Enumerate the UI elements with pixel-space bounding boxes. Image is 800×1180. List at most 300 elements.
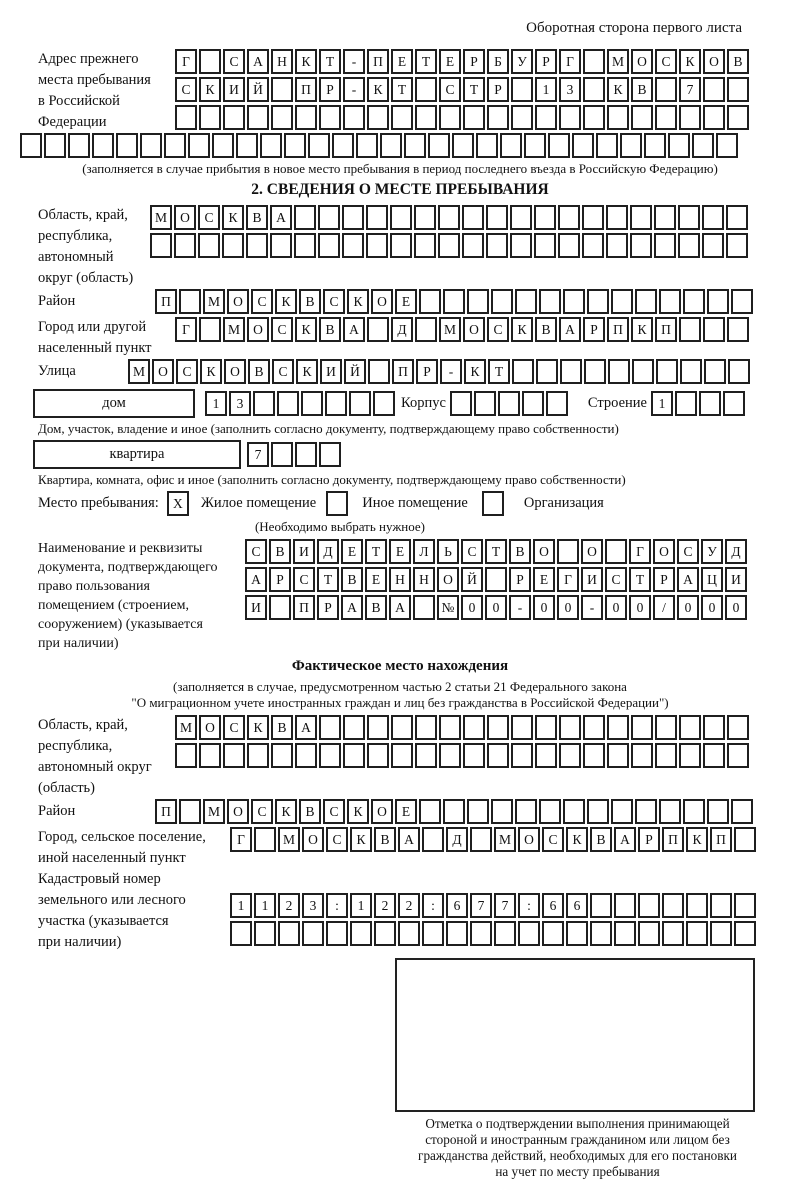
- char-cell[interactable]: О: [437, 567, 459, 592]
- char-cell[interactable]: К: [686, 827, 708, 852]
- char-cell[interactable]: Т: [317, 567, 339, 592]
- char-cell[interactable]: О: [227, 289, 249, 314]
- char-cell[interactable]: [198, 233, 220, 258]
- char-cell[interactable]: [557, 539, 579, 564]
- char-cell[interactable]: Т: [485, 539, 507, 564]
- char-cell[interactable]: [20, 133, 42, 158]
- char-cell[interactable]: М: [175, 715, 197, 740]
- char-cell[interactable]: И: [320, 359, 342, 384]
- char-cell[interactable]: [295, 442, 317, 467]
- char-cell[interactable]: Т: [629, 567, 651, 592]
- char-cell[interactable]: 7: [494, 893, 516, 918]
- char-cell[interactable]: Й: [461, 567, 483, 592]
- char-cell[interactable]: [710, 921, 732, 946]
- char-cell[interactable]: К: [295, 49, 317, 74]
- char-cell[interactable]: [319, 105, 341, 130]
- char-cell[interactable]: Г: [557, 567, 579, 592]
- char-cell[interactable]: [415, 715, 437, 740]
- char-cell[interactable]: [614, 921, 636, 946]
- char-cell[interactable]: [686, 921, 708, 946]
- char-cell[interactable]: В: [509, 539, 531, 564]
- char-cell[interactable]: [582, 205, 604, 230]
- char-cell[interactable]: А: [247, 49, 269, 74]
- char-cell[interactable]: Г: [175, 317, 197, 342]
- char-cell[interactable]: [467, 799, 489, 824]
- char-cell[interactable]: М: [223, 317, 245, 342]
- char-cell[interactable]: В: [590, 827, 612, 852]
- char-cell[interactable]: [428, 133, 450, 158]
- char-cell[interactable]: 2: [398, 893, 420, 918]
- char-cell[interactable]: [539, 289, 561, 314]
- char-cell[interactable]: :: [326, 893, 348, 918]
- char-cell[interactable]: [367, 317, 389, 342]
- char-cell[interactable]: 3: [559, 77, 581, 102]
- char-cell[interactable]: [467, 289, 489, 314]
- char-cell[interactable]: [659, 289, 681, 314]
- char-cell[interactable]: Д: [446, 827, 468, 852]
- char-cell[interactable]: С: [323, 289, 345, 314]
- char-cell[interactable]: [301, 391, 323, 416]
- char-cell[interactable]: [692, 133, 714, 158]
- char-cell[interactable]: [707, 799, 729, 824]
- char-cell[interactable]: Н: [413, 567, 435, 592]
- char-cell[interactable]: [607, 715, 629, 740]
- char-cell[interactable]: 7: [247, 442, 269, 467]
- char-cell[interactable]: [476, 133, 498, 158]
- char-cell[interactable]: 6: [446, 893, 468, 918]
- char-cell[interactable]: [253, 391, 275, 416]
- char-cell[interactable]: :: [518, 893, 540, 918]
- char-cell[interactable]: [678, 205, 700, 230]
- char-cell[interactable]: [500, 133, 522, 158]
- char-cell[interactable]: [656, 359, 678, 384]
- char-cell[interactable]: К: [275, 799, 297, 824]
- char-cell[interactable]: [683, 289, 705, 314]
- char-cell[interactable]: 7: [679, 77, 701, 102]
- char-cell[interactable]: В: [299, 289, 321, 314]
- char-cell[interactable]: 1: [230, 893, 252, 918]
- char-cell[interactable]: [398, 921, 420, 946]
- char-cell[interactable]: [391, 743, 413, 768]
- char-cell[interactable]: С: [251, 289, 273, 314]
- char-cell[interactable]: [566, 921, 588, 946]
- char-cell[interactable]: В: [535, 317, 557, 342]
- char-cell[interactable]: [439, 105, 461, 130]
- char-cell[interactable]: [413, 595, 435, 620]
- char-cell[interactable]: Ь: [437, 539, 459, 564]
- char-cell[interactable]: [726, 233, 748, 258]
- char-cell[interactable]: [318, 233, 340, 258]
- char-cell[interactable]: Т: [319, 49, 341, 74]
- char-cell[interactable]: [535, 743, 557, 768]
- char-cell[interactable]: [277, 391, 299, 416]
- char-cell[interactable]: [415, 317, 437, 342]
- char-cell[interactable]: [734, 827, 756, 852]
- char-cell[interactable]: [727, 105, 749, 130]
- char-cell[interactable]: [212, 133, 234, 158]
- char-cell[interactable]: С: [677, 539, 699, 564]
- char-cell[interactable]: -: [509, 595, 531, 620]
- char-cell[interactable]: К: [631, 317, 653, 342]
- char-cell[interactable]: [222, 233, 244, 258]
- char-cell[interactable]: [230, 921, 252, 946]
- char-cell[interactable]: [607, 105, 629, 130]
- char-cell[interactable]: К: [367, 77, 389, 102]
- char-cell[interactable]: /: [653, 595, 675, 620]
- char-cell[interactable]: Д: [725, 539, 747, 564]
- char-cell[interactable]: В: [271, 715, 293, 740]
- char-cell[interactable]: [638, 893, 660, 918]
- char-cell[interactable]: [349, 391, 371, 416]
- char-cell[interactable]: [683, 799, 705, 824]
- char-cell[interactable]: [271, 105, 293, 130]
- char-cell[interactable]: [511, 715, 533, 740]
- char-cell[interactable]: Т: [463, 77, 485, 102]
- char-cell[interactable]: 7: [470, 893, 492, 918]
- char-cell[interactable]: М: [278, 827, 300, 852]
- char-cell[interactable]: 2: [374, 893, 396, 918]
- char-cell[interactable]: С: [245, 539, 267, 564]
- char-cell[interactable]: [116, 133, 138, 158]
- char-cell[interactable]: О: [463, 317, 485, 342]
- char-cell[interactable]: [583, 743, 605, 768]
- char-cell[interactable]: [583, 715, 605, 740]
- char-cell[interactable]: [679, 317, 701, 342]
- char-cell[interactable]: С: [198, 205, 220, 230]
- char-cell[interactable]: 3: [229, 391, 251, 416]
- char-cell[interactable]: К: [350, 827, 372, 852]
- char-cell[interactable]: 2: [278, 893, 300, 918]
- char-cell[interactable]: [319, 442, 341, 467]
- char-cell[interactable]: [487, 743, 509, 768]
- char-cell[interactable]: [419, 799, 441, 824]
- char-cell[interactable]: [702, 233, 724, 258]
- char-cell[interactable]: [174, 233, 196, 258]
- char-cell[interactable]: [415, 743, 437, 768]
- char-cell[interactable]: [590, 921, 612, 946]
- char-cell[interactable]: Е: [365, 567, 387, 592]
- char-cell[interactable]: К: [679, 49, 701, 74]
- char-cell[interactable]: [199, 743, 221, 768]
- char-cell[interactable]: [534, 233, 556, 258]
- char-cell[interactable]: [439, 715, 461, 740]
- char-cell[interactable]: [546, 391, 568, 416]
- char-cell[interactable]: [295, 105, 317, 130]
- char-cell[interactable]: С: [487, 317, 509, 342]
- char-cell[interactable]: 0: [605, 595, 627, 620]
- char-cell[interactable]: [302, 921, 324, 946]
- char-cell[interactable]: [635, 799, 657, 824]
- char-cell[interactable]: [679, 743, 701, 768]
- char-cell[interactable]: [319, 743, 341, 768]
- char-cell[interactable]: [542, 921, 564, 946]
- char-cell[interactable]: Т: [391, 77, 413, 102]
- char-cell[interactable]: [606, 205, 628, 230]
- char-cell[interactable]: [559, 743, 581, 768]
- char-cell[interactable]: [92, 133, 114, 158]
- char-cell[interactable]: [404, 133, 426, 158]
- char-cell[interactable]: О: [302, 827, 324, 852]
- char-cell[interactable]: -: [343, 49, 365, 74]
- char-cell[interactable]: [175, 105, 197, 130]
- char-cell[interactable]: В: [248, 359, 270, 384]
- char-cell[interactable]: 0: [461, 595, 483, 620]
- char-cell[interactable]: О: [533, 539, 555, 564]
- char-cell[interactable]: О: [247, 317, 269, 342]
- char-cell[interactable]: [596, 133, 618, 158]
- char-cell[interactable]: А: [614, 827, 636, 852]
- char-cell[interactable]: С: [323, 799, 345, 824]
- char-cell[interactable]: [482, 491, 504, 516]
- char-cell[interactable]: [727, 743, 749, 768]
- char-cell[interactable]: [68, 133, 90, 158]
- char-cell[interactable]: X: [167, 491, 189, 516]
- char-cell[interactable]: С: [175, 77, 197, 102]
- char-cell[interactable]: 1: [535, 77, 557, 102]
- char-cell[interactable]: [223, 105, 245, 130]
- char-cell[interactable]: [731, 799, 753, 824]
- char-cell[interactable]: [422, 921, 444, 946]
- char-cell[interactable]: [443, 289, 465, 314]
- char-cell[interactable]: [487, 105, 509, 130]
- char-cell[interactable]: [723, 391, 745, 416]
- char-cell[interactable]: [491, 289, 513, 314]
- char-cell[interactable]: [415, 105, 437, 130]
- char-cell[interactable]: О: [174, 205, 196, 230]
- char-cell[interactable]: [318, 205, 340, 230]
- char-cell[interactable]: [269, 595, 291, 620]
- char-cell[interactable]: [342, 205, 364, 230]
- char-cell[interactable]: К: [200, 359, 222, 384]
- char-cell[interactable]: [485, 567, 507, 592]
- char-cell[interactable]: С: [461, 539, 483, 564]
- char-cell[interactable]: А: [341, 595, 363, 620]
- char-cell[interactable]: Е: [533, 567, 555, 592]
- char-cell[interactable]: Е: [395, 289, 417, 314]
- char-cell[interactable]: [486, 233, 508, 258]
- char-cell[interactable]: [559, 715, 581, 740]
- char-cell[interactable]: И: [223, 77, 245, 102]
- char-cell[interactable]: В: [246, 205, 268, 230]
- char-cell[interactable]: [734, 893, 756, 918]
- char-cell[interactable]: В: [374, 827, 396, 852]
- char-cell[interactable]: П: [655, 317, 677, 342]
- char-cell[interactable]: К: [566, 827, 588, 852]
- char-cell[interactable]: Р: [317, 595, 339, 620]
- char-cell[interactable]: [582, 233, 604, 258]
- char-cell[interactable]: [731, 289, 753, 314]
- char-cell[interactable]: Ц: [701, 567, 723, 592]
- char-cell[interactable]: [644, 133, 666, 158]
- char-cell[interactable]: [662, 921, 684, 946]
- char-cell[interactable]: Р: [269, 567, 291, 592]
- char-cell[interactable]: Р: [535, 49, 557, 74]
- char-cell[interactable]: [654, 233, 676, 258]
- char-cell[interactable]: [270, 233, 292, 258]
- char-cell[interactable]: [419, 289, 441, 314]
- char-cell[interactable]: [463, 715, 485, 740]
- char-cell[interactable]: [703, 105, 725, 130]
- char-cell[interactable]: [319, 715, 341, 740]
- char-cell[interactable]: В: [269, 539, 291, 564]
- char-cell[interactable]: С: [251, 799, 273, 824]
- char-cell[interactable]: [438, 233, 460, 258]
- char-cell[interactable]: [558, 233, 580, 258]
- char-cell[interactable]: 1: [205, 391, 227, 416]
- char-cell[interactable]: [367, 105, 389, 130]
- char-cell[interactable]: [539, 799, 561, 824]
- char-cell[interactable]: Р: [653, 567, 675, 592]
- char-cell[interactable]: [366, 205, 388, 230]
- char-cell[interactable]: [703, 317, 725, 342]
- char-cell[interactable]: У: [511, 49, 533, 74]
- char-cell[interactable]: [487, 715, 509, 740]
- char-cell[interactable]: [470, 827, 492, 852]
- char-cell[interactable]: С: [223, 49, 245, 74]
- char-cell[interactable]: [246, 233, 268, 258]
- char-cell[interactable]: И: [293, 539, 315, 564]
- char-cell[interactable]: К: [222, 205, 244, 230]
- char-cell[interactable]: [727, 715, 749, 740]
- char-cell[interactable]: [734, 921, 756, 946]
- char-cell[interactable]: 0: [677, 595, 699, 620]
- char-cell[interactable]: [558, 205, 580, 230]
- char-cell[interactable]: [391, 715, 413, 740]
- char-cell[interactable]: М: [203, 289, 225, 314]
- char-cell[interactable]: [518, 921, 540, 946]
- char-cell[interactable]: П: [295, 77, 317, 102]
- char-cell[interactable]: А: [295, 715, 317, 740]
- char-cell[interactable]: [179, 289, 201, 314]
- char-cell[interactable]: [563, 289, 585, 314]
- char-cell[interactable]: [707, 289, 729, 314]
- char-cell[interactable]: [463, 105, 485, 130]
- char-cell[interactable]: А: [398, 827, 420, 852]
- char-cell[interactable]: Р: [463, 49, 485, 74]
- char-cell[interactable]: 0: [557, 595, 579, 620]
- char-cell[interactable]: [470, 921, 492, 946]
- char-cell[interactable]: [563, 799, 585, 824]
- char-cell[interactable]: С: [326, 827, 348, 852]
- char-cell[interactable]: И: [581, 567, 603, 592]
- char-cell[interactable]: М: [439, 317, 461, 342]
- char-cell[interactable]: [686, 893, 708, 918]
- char-cell[interactable]: [511, 77, 533, 102]
- char-cell[interactable]: [679, 105, 701, 130]
- char-cell[interactable]: [390, 205, 412, 230]
- char-cell[interactable]: В: [365, 595, 387, 620]
- char-cell[interactable]: С: [293, 567, 315, 592]
- char-cell[interactable]: [450, 391, 472, 416]
- char-cell[interactable]: [680, 359, 702, 384]
- char-cell[interactable]: [491, 799, 513, 824]
- char-cell[interactable]: [659, 799, 681, 824]
- char-cell[interactable]: [380, 133, 402, 158]
- char-cell[interactable]: [367, 715, 389, 740]
- char-cell[interactable]: П: [662, 827, 684, 852]
- char-cell[interactable]: [294, 233, 316, 258]
- char-cell[interactable]: [716, 133, 738, 158]
- char-cell[interactable]: [294, 205, 316, 230]
- char-cell[interactable]: Е: [439, 49, 461, 74]
- char-cell[interactable]: [631, 105, 653, 130]
- char-cell[interactable]: 0: [629, 595, 651, 620]
- char-cell[interactable]: И: [245, 595, 267, 620]
- char-cell[interactable]: [332, 133, 354, 158]
- char-cell[interactable]: -: [343, 77, 365, 102]
- char-cell[interactable]: [443, 799, 465, 824]
- char-cell[interactable]: [635, 289, 657, 314]
- char-cell[interactable]: [524, 133, 546, 158]
- char-cell[interactable]: [655, 743, 677, 768]
- char-cell[interactable]: Д: [391, 317, 413, 342]
- char-cell[interactable]: П: [155, 799, 177, 824]
- char-cell[interactable]: [536, 359, 558, 384]
- char-cell[interactable]: Р: [638, 827, 660, 852]
- char-cell[interactable]: [560, 359, 582, 384]
- char-cell[interactable]: 1: [651, 391, 673, 416]
- char-cell[interactable]: К: [511, 317, 533, 342]
- char-cell[interactable]: А: [677, 567, 699, 592]
- char-cell[interactable]: [620, 133, 642, 158]
- char-cell[interactable]: К: [275, 289, 297, 314]
- char-cell[interactable]: [727, 317, 749, 342]
- char-cell[interactable]: [710, 893, 732, 918]
- char-cell[interactable]: 1: [254, 893, 276, 918]
- char-cell[interactable]: [439, 743, 461, 768]
- char-cell[interactable]: Л: [413, 539, 435, 564]
- char-cell[interactable]: О: [224, 359, 246, 384]
- char-cell[interactable]: О: [199, 715, 221, 740]
- char-cell[interactable]: А: [270, 205, 292, 230]
- char-cell[interactable]: Й: [344, 359, 366, 384]
- char-cell[interactable]: [462, 205, 484, 230]
- char-cell[interactable]: [254, 827, 276, 852]
- char-cell[interactable]: С: [223, 715, 245, 740]
- char-cell[interactable]: С: [542, 827, 564, 852]
- char-cell[interactable]: [630, 205, 652, 230]
- char-cell[interactable]: С: [176, 359, 198, 384]
- char-cell[interactable]: Е: [395, 799, 417, 824]
- char-cell[interactable]: [356, 133, 378, 158]
- char-cell[interactable]: 0: [485, 595, 507, 620]
- char-cell[interactable]: М: [128, 359, 150, 384]
- char-cell[interactable]: [584, 359, 606, 384]
- char-cell[interactable]: [44, 133, 66, 158]
- char-cell[interactable]: Г: [230, 827, 252, 852]
- char-cell[interactable]: [390, 233, 412, 258]
- char-cell[interactable]: [511, 743, 533, 768]
- char-cell[interactable]: В: [299, 799, 321, 824]
- char-cell[interactable]: [391, 105, 413, 130]
- char-cell[interactable]: [510, 233, 532, 258]
- char-cell[interactable]: В: [727, 49, 749, 74]
- char-cell[interactable]: П: [155, 289, 177, 314]
- char-cell[interactable]: П: [607, 317, 629, 342]
- char-cell[interactable]: [254, 921, 276, 946]
- char-cell[interactable]: [655, 715, 677, 740]
- char-cell[interactable]: [583, 49, 605, 74]
- char-cell[interactable]: [188, 133, 210, 158]
- char-cell[interactable]: [587, 289, 609, 314]
- char-cell[interactable]: [510, 205, 532, 230]
- char-cell[interactable]: [631, 715, 653, 740]
- char-cell[interactable]: [271, 743, 293, 768]
- char-cell[interactable]: [699, 391, 721, 416]
- char-cell[interactable]: М: [607, 49, 629, 74]
- char-cell[interactable]: [611, 799, 633, 824]
- char-cell[interactable]: С: [271, 317, 293, 342]
